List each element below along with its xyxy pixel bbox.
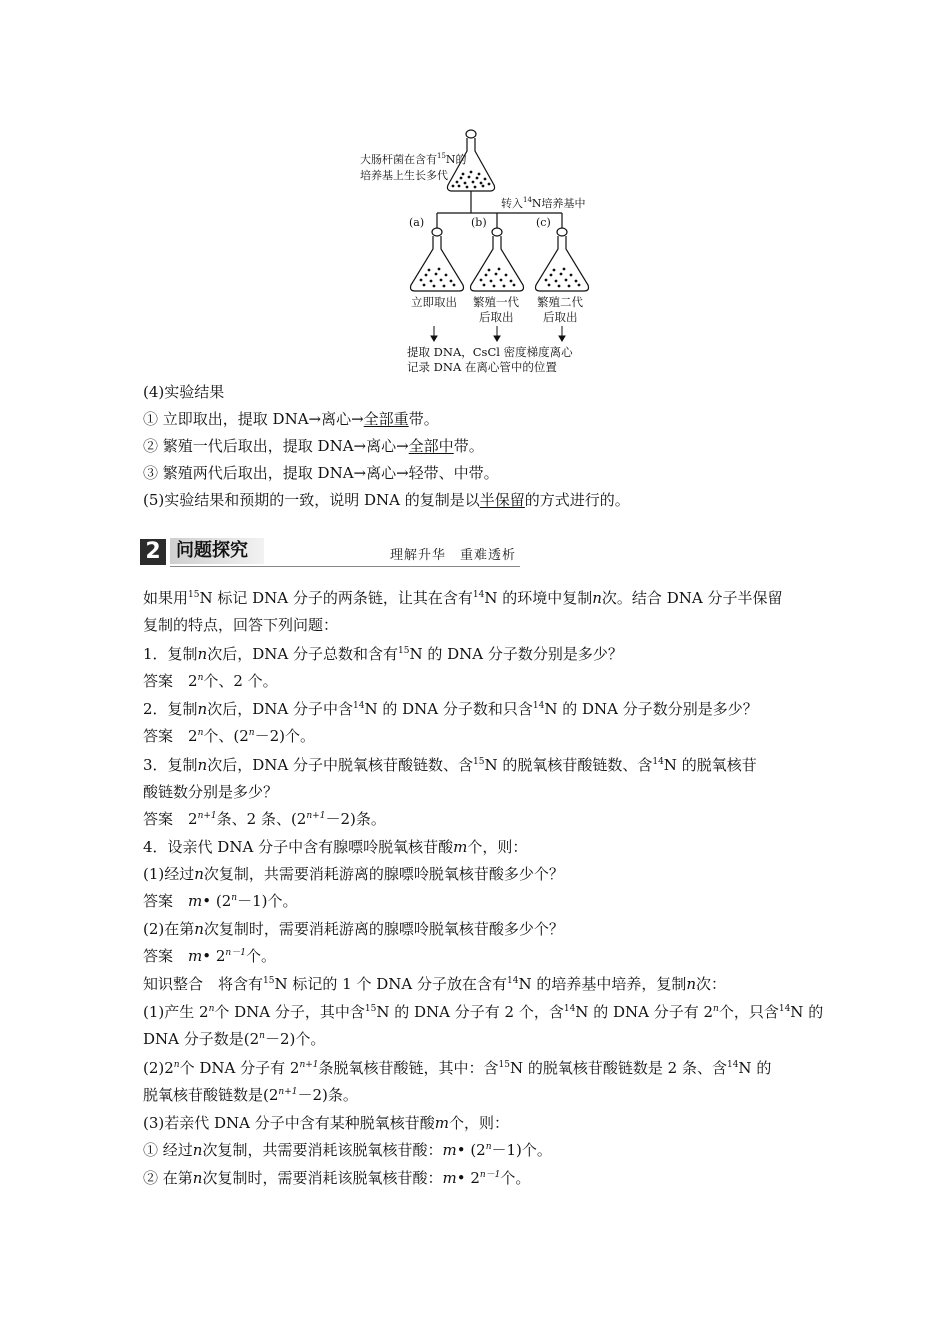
banner-rule <box>170 566 520 567</box>
section4-heading: (4)实验结果 <box>143 383 225 401</box>
knowledge-point-3-item-2: ② 在第n次复制时，需要消耗该脱氧核苷酸：m• $2^{n-1}$个。 <box>143 1169 531 1187</box>
flask-a-icon <box>411 228 464 291</box>
section-title: 问题探究 <box>170 538 264 564</box>
question-1: 1．复制n次后，DNA 分子总数和含有$^{15}$N 的 DNA 分子数分别是多少？ <box>143 645 623 663</box>
flask-c-label: (c) <box>536 216 551 229</box>
caption-a: 立即取出 <box>411 295 457 309</box>
caption-b-line1: 繁殖一代 <box>473 295 519 309</box>
knowledge-point-1-line-1: (1)产生 2$^n$个 DNA 分子，其中含$^{15}$N 的 DNA 分子有 2 个，含$^{14}$N 的 DNA 分子有 2$^n$个，只含$^{14}$N 的 <box>143 1003 824 1021</box>
question-3-line-2: 酸链数分别是多少？ <box>143 783 279 801</box>
answer-4-1: 答案 m• $(2^n-1)$个。 <box>143 892 298 910</box>
top-label-line2: 培养基上生长多代 <box>360 169 448 182</box>
knowledge-point-3: (3)若亲代 DNA 分子中含有某种脱氧核苷酸m个，则： <box>143 1114 510 1132</box>
answer-4-2: 答案 m• $2^{n-1}$个。 <box>143 947 276 965</box>
question-3-line-1: 3．复制n次后，DNA 分子中脱氧核苷酸链数、含$^{15}$N 的脱氧核苷酸链数、含$^{14}$N 的脱氧核苷 <box>143 756 757 774</box>
flask-bacteria <box>420 268 581 288</box>
flask-b-icon <box>471 228 524 291</box>
caption-c-line2: 后取出 <box>543 310 578 324</box>
bottom-label-line2: 记录 DNA 在离心管中的位置 <box>407 360 557 374</box>
knowledge-point-3-item-1: ① 经过n次复制，共需要消耗该脱氧核苷酸：m• $(2^n-1)$个。 <box>143 1141 552 1159</box>
answer-3: 答案 $2^{n+1}$条、2 条、$(2^{n+1}-2)$条。 <box>143 810 386 828</box>
caption-c-line1: 繁殖二代 <box>537 295 583 309</box>
top-label-line1: 大肠杆菌在含有$^{15}$N的 <box>360 152 467 166</box>
answer-2: 答案 2$^n$个、$(2^n-2)$个。 <box>143 727 315 745</box>
transfer-label: 转入$^{14}$N培养基中 <box>501 196 586 210</box>
result-line-2: ② 繁殖一代后取出，提取 DNA→离心→全部中带。 <box>143 437 484 455</box>
experiment-diagram-svg <box>355 125 595 375</box>
result-line-3: ③ 繁殖两代后取出，提取 DNA→离心→轻带、中带。 <box>143 464 499 482</box>
intro-line-1: 如果用$^{15}$N 标记 DNA 分子的两条链，让其在含有$^{14}$N 的环境中复制n次。结合 DNA 分子半保留 <box>143 589 783 607</box>
question-4-sub-2: (2)在第n次复制时，需要消耗游离的腺嘌呤脱氧核苷酸多少个？ <box>143 920 564 938</box>
intro-line-2: 复制的特点，回答下列问题： <box>143 616 339 634</box>
section-number-badge: 2 <box>140 539 166 565</box>
question-4: 4．设亲代 DNA 分子中含有腺嘌呤脱氧核苷酸m个，则： <box>143 838 528 856</box>
question-4-sub-1: (1)经过n次复制，共需要消耗游离的腺嘌呤脱氧核苷酸多少个？ <box>143 865 564 883</box>
flask-a-label: (a) <box>409 216 425 229</box>
flask-b-label: (b) <box>471 216 487 229</box>
question-2: 2．复制n次后，DNA 分子中含$^{14}$N 的 DNA 分子数和只含$^{14}$N 的 DNA 分子数分别是多少？ <box>143 700 758 718</box>
experiment-diagram <box>355 125 595 375</box>
bottom-label-line1: 提取 DNA，CsCl 密度梯度离心 <box>407 345 573 359</box>
caption-b-line2: 后取出 <box>479 310 514 324</box>
section-subtitle: 理解升华 重难透析 <box>390 548 517 563</box>
knowledge-point-1-line-2: DNA 分子数是$(2^n-2)$个。 <box>143 1030 326 1048</box>
knowledge-intro: 知识整合 将含有$^{15}$N 标记的 1 个 DNA 分子放在含有$^{14}$N 的培养基中培养，复制n次： <box>143 975 727 993</box>
parent-flask-bacteria <box>452 171 491 189</box>
knowledge-point-2-line-2: 脱氧核苷酸链数是$(2^{n+1}-2)$条。 <box>143 1086 358 1104</box>
flask-c-icon <box>536 228 589 291</box>
knowledge-point-2-line-1: (2)2$^n$个 DNA 分子有 $2^{n+1}$条脱氧核苷酸链，其中：含$^{15}$N 的脱氧核苷酸链数是 2 条、含$^{14}$N 的 <box>143 1059 772 1077</box>
answer-1: 答案 2$^n$个、2 个。 <box>143 672 278 690</box>
section-banner <box>140 536 520 568</box>
result-line-1: ① 立即取出，提取 DNA→离心→全部重带。 <box>143 410 439 428</box>
down-arrow-icons <box>431 326 565 341</box>
section5-line: (5)实验结果和预期的一致，说明 DNA 的复制是以半保留的方式进行的。 <box>143 491 630 509</box>
